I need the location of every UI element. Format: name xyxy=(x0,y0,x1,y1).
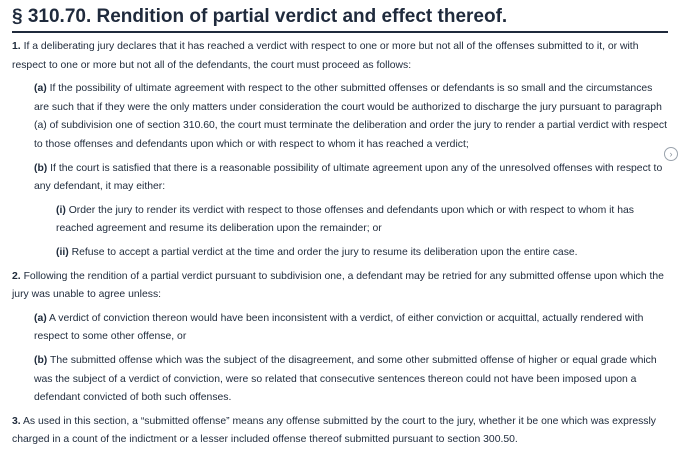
statute-body xyxy=(12,38,668,455)
paragraph-2a xyxy=(12,310,668,347)
subparagraph-number: (ii) xyxy=(56,246,69,258)
paragraph-text: A verdict of conviction thereon would have been inconsistent with a verdict, of either conviction or acquittal, actually rendered with respect to some other offense, or xyxy=(34,312,644,343)
paragraph-text: If the court is satisfied that there is a reasonable possibility of ultimate agreement upon any of the unresolved offenses with respect to any defendant, it may either: xyxy=(34,162,663,193)
paragraph-1a xyxy=(12,80,668,154)
paragraph-text: The submitted offense which was the subject of the disagreement, and some other submitted offense of higher or equal grade which was the subject of a verdict of conviction, were so related that consecutive sentences thereon could not have been imposed upon a defendant convicted of both such offenses. xyxy=(34,354,657,404)
paragraph-number: (a) xyxy=(34,312,47,324)
chevron-right-circle-icon[interactable]: › xyxy=(664,147,678,161)
subdivision-number: 1. xyxy=(12,41,21,52)
paragraph-number: (b) xyxy=(34,162,48,174)
subparagraph-text: Refuse to accept a partial verdict at the time and order the jury to resume its deliberation upon the entire case. xyxy=(71,246,578,258)
subdivision-text: If a deliberating jury declares that it has reached a verdict with respect to one or more but not all of the offenses submitted to it, or with respect to one or more but not all of the defendants, the court must proceed as follows: xyxy=(12,41,639,71)
paragraph-2b xyxy=(12,352,668,408)
subparagraph-1b-ii xyxy=(12,244,668,263)
subdivision-2 xyxy=(12,268,668,305)
section-title: § 310.70. Rendition of partial verdict and effect thereof. xyxy=(12,4,668,33)
subdivision-text: As used in this section, a “submitted offense” means any offense submitted by the court to the jury, whether it be one which was expressly charged in a count of the indictment or a lesser included offense thereof submitted pursuant to section 300.50. xyxy=(12,415,657,446)
paragraph-number: (a) xyxy=(34,83,47,95)
subparagraph-1b-i xyxy=(12,202,668,239)
paragraph-number: (b) xyxy=(34,354,48,366)
subdivision-3 xyxy=(12,413,668,450)
paragraph-1b xyxy=(12,160,668,197)
subparagraph-number: (i) xyxy=(56,204,66,216)
paragraph-text: If the possibility of ultimate agreement with respect to the other submitted offenses or defendants is so small and the circumstances are such that if they were the only matters under consideration the court would be authorized to discharge the jury pursuant to paragraph (a) of subdivision one of section 310.60, the court must terminate the deliberation and order the jury to render a partial verdict with respect to those offenses and defendants upon which or with respect to whom it has reached a verdict; xyxy=(34,83,668,150)
subparagraph-text: Order the jury to render its verdict with respect to those offenses and defendants upon which or with respect to whom it has reached agreement and resume its deliberation upon the remainder; or xyxy=(56,204,634,235)
subdivision-number: 2. xyxy=(12,270,21,282)
subdivision-text: Following the rendition of a partial verdict pursuant to subdivision one, a defendant may be retried for any submitted offense upon which the jury was unable to agree unless: xyxy=(12,270,664,301)
subdivision-1 xyxy=(12,38,668,75)
subdivision-number: 3. xyxy=(12,415,21,427)
